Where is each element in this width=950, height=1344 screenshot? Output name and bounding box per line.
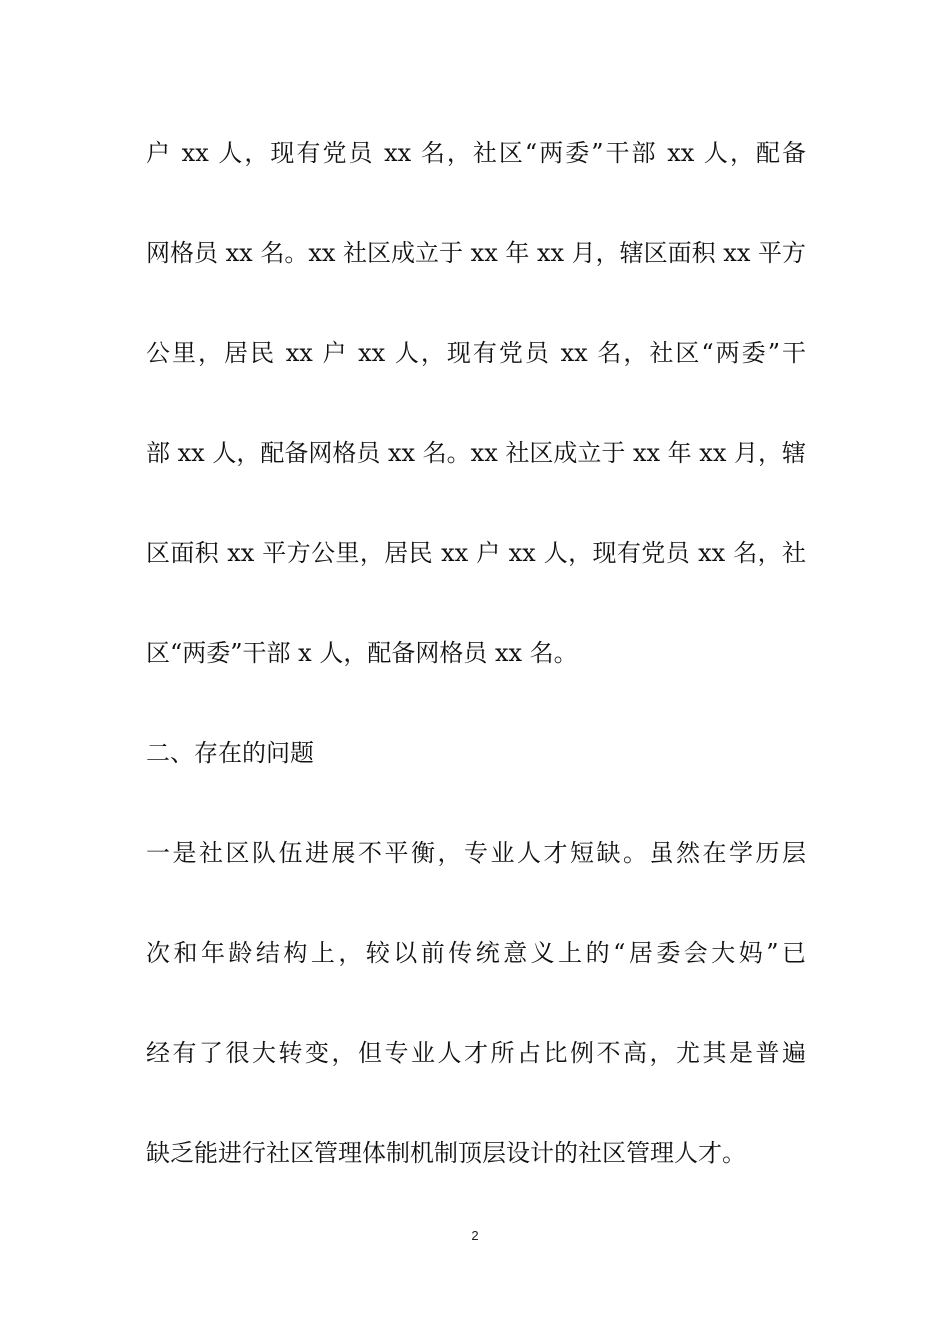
text-line: 区面积 xx 平方公里，居民 xx 户 xx 人，现有党员 xx 名，社 xyxy=(146,539,806,567)
text-line: 户 xx 人，现有党员 xx 名，社区“两委”干部 xx 人，配备 xyxy=(146,139,806,167)
text-line: 部 xx 人，配备网格员 xx 名。xx 社区成立于 xx 年 xx 月，辖 xyxy=(146,439,806,467)
text-line: 一是社区队伍进展不平衡，专业人才短缺。虽然在学历层 xyxy=(146,839,806,867)
text-line: 经有了很大转变，但专业人才所占比例不高，尤其是普遍 xyxy=(146,1039,806,1067)
body-text xyxy=(146,123,806,1223)
text-line: 网格员 xx 名。xx 社区成立于 xx 年 xx 月，辖区面积 xx 平方 xyxy=(146,239,806,267)
text-line: 区“两委”干部 x 人，配备网格员 xx 名。 xyxy=(146,639,578,667)
text-line: 缺乏能进行社区管理体制机制顶层设计的社区管理人才。 xyxy=(146,1139,746,1167)
section-heading: 二、存在的问题 xyxy=(146,739,314,767)
text-line: 次和年龄结构上，较以前传统意义上的“居委会大妈”已 xyxy=(146,939,806,967)
page-number: 2 xyxy=(471,1228,479,1243)
text-line: 公里，居民 xx 户 xx 人，现有党员 xx 名，社区“两委”干 xyxy=(146,339,806,367)
